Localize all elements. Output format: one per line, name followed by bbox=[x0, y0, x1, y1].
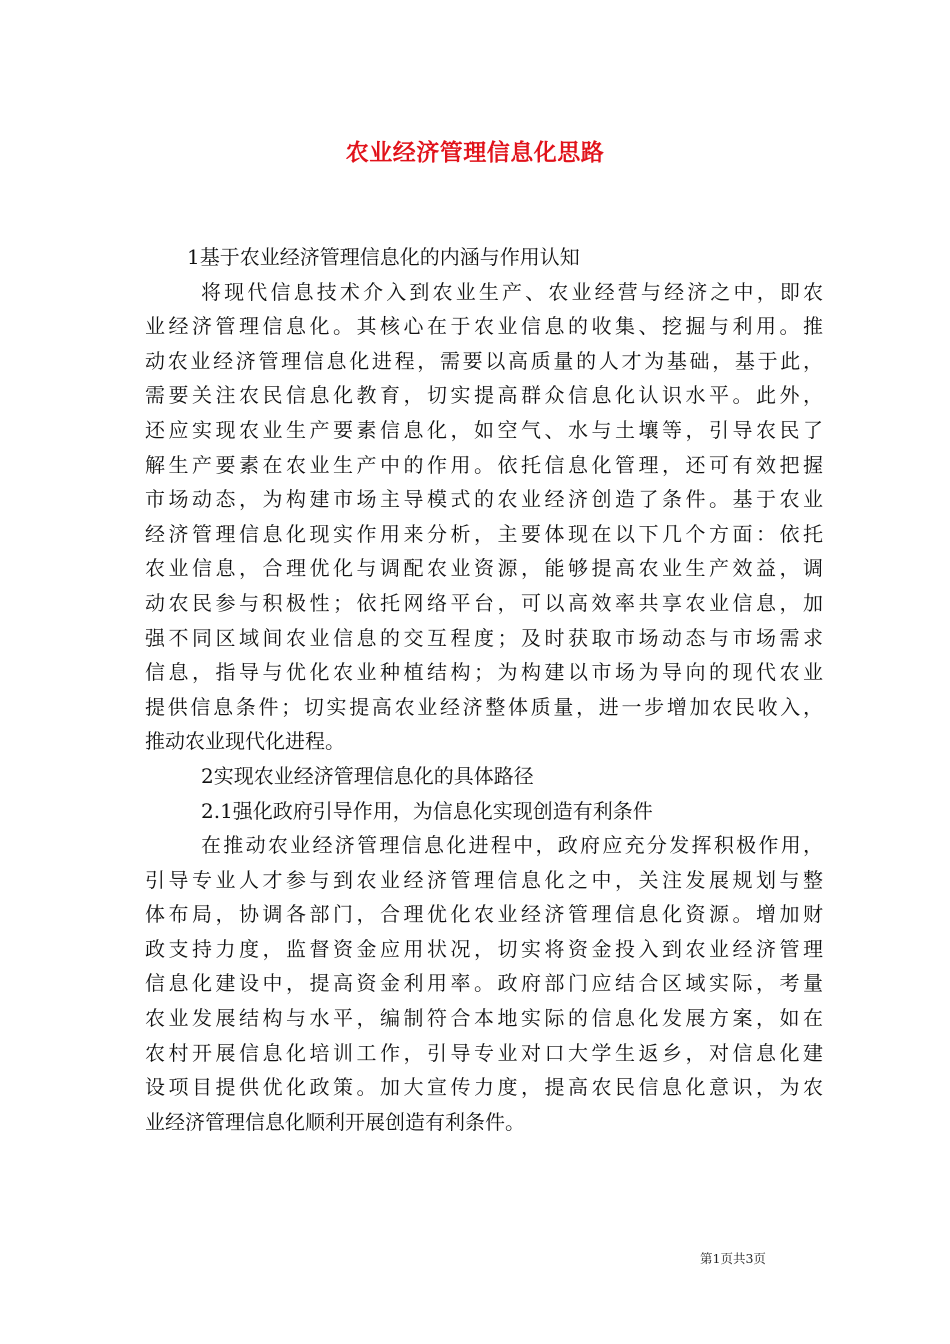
section-heading-2: 2实现农业经济管理信息化的具体路径 bbox=[201, 763, 534, 788]
paragraph-line: 设项目提供优化政策。加大宣传力度，提高农民信息化意识，为农 bbox=[145, 1075, 823, 1100]
paragraph-line: 引导专业人才参与到农业经济管理信息化之中，关注发展规划与整 bbox=[145, 867, 823, 892]
paragraph-line: 在推动农业经济管理信息化进程中，政府应充分发挥积极作用， bbox=[201, 833, 823, 858]
paragraph-line: 还应实现农业生产要素信息化，如空气、水与土壤等，引导农民了 bbox=[145, 417, 823, 442]
paragraph-line: 业经济管理信息化。其核心在于农业信息的收集、挖掘与利用。推 bbox=[145, 314, 823, 339]
paragraph-line: 业经济管理信息化顺利开展创造有利条件。 bbox=[145, 1109, 525, 1134]
page-number: 第1页共3页 bbox=[700, 1251, 766, 1266]
paragraph-line: 信息化建设中，提高资金利用率。政府部门应结合区域实际，考量 bbox=[145, 971, 823, 996]
document-title: 农业经济管理信息化思路 bbox=[345, 139, 605, 166]
paragraph-line: 体布局，协调各部门，合理优化农业经济管理信息化资源。增加财 bbox=[145, 902, 823, 927]
subsection-heading-2-1: 2.1强化政府引导作用，为信息化实现创造有利条件 bbox=[201, 798, 653, 823]
paragraph-line: 经济管理信息化现实作用来分析，主要体现在以下几个方面：依托 bbox=[145, 521, 823, 546]
paragraph-line: 农村开展信息化培训工作，引导专业对口大学生返乡，对信息化建 bbox=[145, 1040, 823, 1065]
paragraph-line: 动农业经济管理信息化进程，需要以高质量的人才为基础，基于此， bbox=[145, 348, 823, 373]
paragraph-line: 推动农业现代化进程。 bbox=[145, 729, 345, 754]
paragraph-line: 需要关注农民信息化教育，切实提高群众信息化认识水平。此外， bbox=[145, 383, 823, 408]
paragraph-line: 强不同区域间农业信息的交互程度；及时获取市场动态与市场需求 bbox=[145, 625, 823, 650]
paragraph-line: 农业信息，合理优化与调配农业资源，能够提高农业生产效益，调 bbox=[145, 556, 823, 581]
paragraph-line: 信息，指导与优化农业种植结构；为构建以市场为导向的现代农业 bbox=[145, 660, 823, 685]
paragraph-line: 动农民参与积极性；依托网络平台，可以高效率共享农业信息，加 bbox=[145, 590, 823, 615]
paragraph-line: 农业发展结构与水平，编制符合本地实际的信息化发展方案，如在 bbox=[145, 1006, 823, 1031]
paragraph-line: 提供信息条件；切实提高农业经济整体质量，进一步增加农民收入， bbox=[145, 694, 823, 719]
paragraph-line: 将现代信息技术介入到农业生产、农业经营与经济之中，即农 bbox=[201, 279, 823, 304]
paragraph-line: 政支持力度，监督资金应用状况，切实将资金投入到农业经济管理 bbox=[145, 936, 823, 961]
paragraph-line: 市场动态，为构建市场主导模式的农业经济创造了条件。基于农业 bbox=[145, 487, 823, 512]
paragraph-line: 解生产要素在农业生产中的作用。依托信息化管理，还可有效把握 bbox=[145, 452, 823, 477]
section-heading-1: 1基于农业经济管理信息化的内涵与作用认知 bbox=[187, 245, 580, 269]
document-body bbox=[145, 240, 823, 1139]
